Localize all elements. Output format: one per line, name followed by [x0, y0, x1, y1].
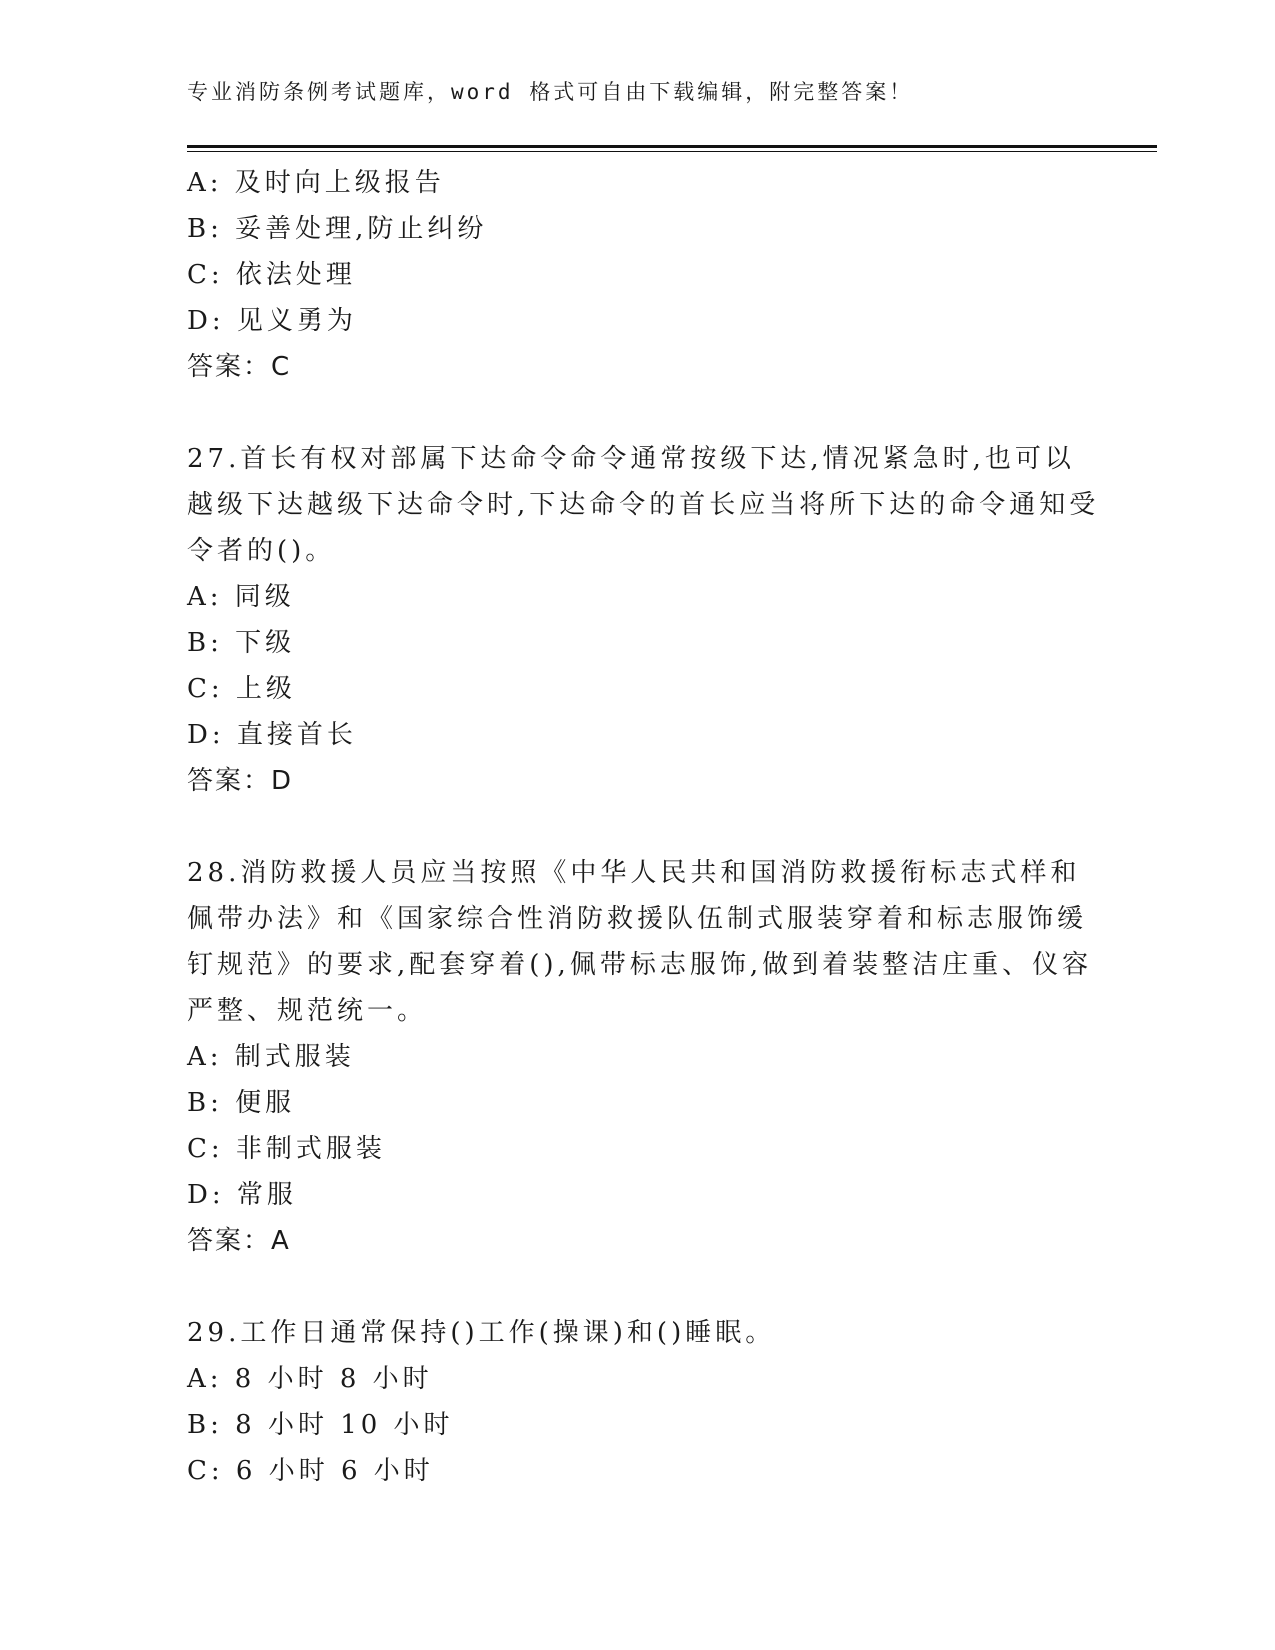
- option-c: C: 依法处理: [187, 260, 356, 290]
- stem-line: 钉规范》的要求,配套穿着(),佩带标志服饰,做到着装整洁庄重、仪容: [187, 950, 1093, 980]
- answer: 答案：C: [187, 352, 292, 382]
- option-a: A: 8 小时 8 小时: [187, 1364, 433, 1394]
- option-b: B: 8 小时 10 小时: [187, 1410, 454, 1440]
- stem-line: 27.首长有权对部属下达命令命令通常按级下达,情况紧急时,也可以: [187, 444, 1075, 474]
- document-body: [187, 160, 1100, 1494]
- option-b: B: 便服: [187, 1088, 296, 1118]
- question-stem: [187, 850, 1093, 1034]
- option-d: D: 见义勇为: [187, 306, 357, 336]
- question-28: [187, 850, 1093, 1264]
- answer: 答案：D: [187, 766, 294, 796]
- option-c: C: 上级: [187, 674, 296, 704]
- question-29: [187, 1310, 1087, 1494]
- stem-line: 28.消防救援人员应当按照《中华人民共和国消防救援衔标志式样和: [187, 858, 1081, 888]
- option-d: D: 直接首长: [187, 720, 357, 750]
- answer: 答案：A: [187, 1226, 291, 1256]
- question-stem: [187, 436, 1100, 574]
- stem-line: 佩带办法》和《国家综合性消防救援队伍制式服装穿着和标志服饰缓: [187, 904, 1088, 934]
- stem-line: 令者的()。: [187, 536, 336, 566]
- header-rule-thin: [187, 151, 1157, 152]
- page-header: 专业消防条例考试题库，word 格式可自由下载编辑，附完整答案！: [187, 80, 914, 104]
- option-b: B: 下级: [187, 628, 296, 658]
- question-27: [187, 436, 1100, 804]
- option-d: D: 常服: [187, 1180, 297, 1210]
- question-26-options: [187, 160, 1087, 390]
- stem-line: 越级下达越级下达命令时,下达命令的首长应当将所下达的命令通知受: [187, 490, 1100, 520]
- stem-line: 严整、规范统一。: [187, 996, 428, 1026]
- question-stem: [187, 1310, 1087, 1356]
- option-b: B: 妥善处理,防止纠纷: [187, 214, 488, 244]
- option-a: A: 同级: [187, 582, 295, 612]
- option-c: C: 非制式服装: [187, 1134, 386, 1164]
- stem-line: 29.工作日通常保持()工作(操课)和()睡眠。: [187, 1318, 776, 1348]
- option-c: C: 6 小时 6 小时: [187, 1456, 434, 1486]
- header-rule-thick: [187, 145, 1157, 148]
- option-a: A: 及时向上级报告: [187, 168, 445, 198]
- option-a: A: 制式服装: [187, 1042, 355, 1072]
